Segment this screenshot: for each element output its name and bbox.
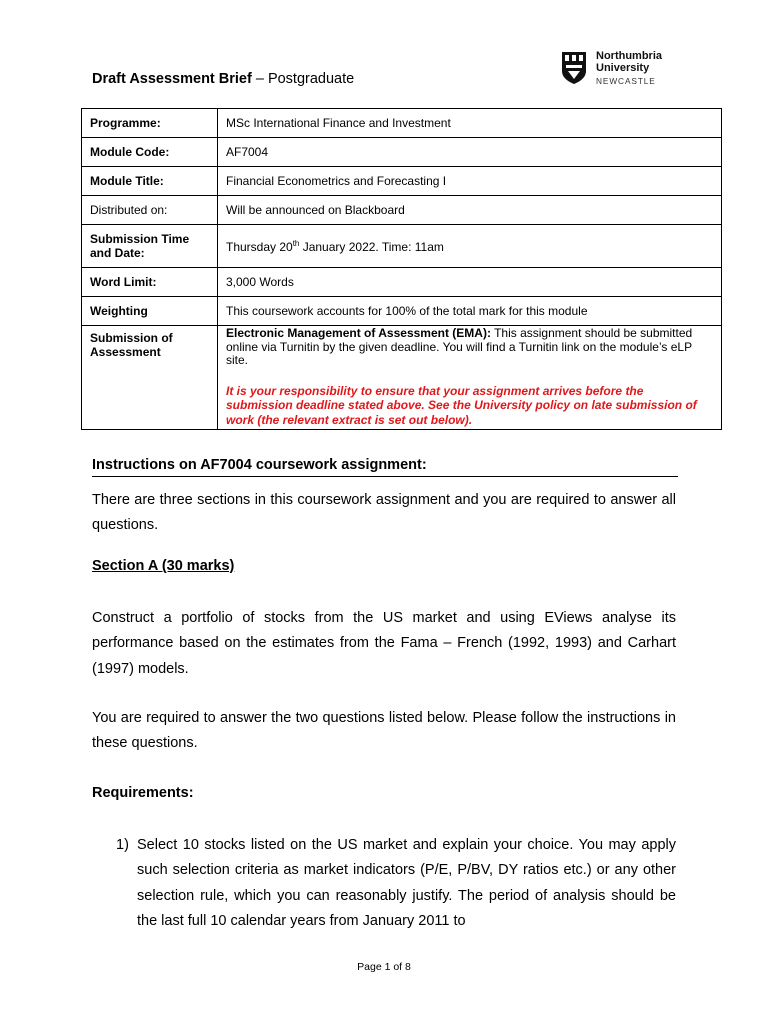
section-a-heading: Section A (30 marks): [92, 558, 235, 574]
module-code-value: AF7004: [218, 138, 722, 167]
table-row-weighting: [82, 297, 722, 326]
document-title: [92, 71, 354, 87]
list-item-number: 1): [116, 837, 129, 853]
table-row-module-title: [82, 167, 722, 196]
table-row-module-code: [82, 138, 722, 167]
module-title-value: Financial Econometrics and Forecasting I: [218, 167, 722, 196]
section-a-paragraph-1: Construct a portfolio of stocks from the US market and using EViews analyse its performance based on the estimates from the Fama – French (1992, 1993) and Carhart (1997) models.: [92, 610, 676, 677]
ema-heading: Electronic Management of Assessment (EMA):: [226, 326, 491, 340]
table-row-submission-time: [82, 225, 722, 268]
module-code-label: Module Code:: [82, 138, 218, 167]
university-crest-icon: [561, 51, 587, 85]
programme-value: MSc International Finance and Investment: [218, 109, 722, 138]
logo-line-3: NEWCASTLE: [596, 76, 656, 86]
table-row-distributed: [82, 196, 722, 225]
page-number: Page 1 of 8: [357, 961, 411, 973]
section-a-paragraph-2: You are required to answer the two questions listed below. Please follow the instructions in these questions.: [92, 710, 676, 752]
document-title-bold: Draft Assessment Brief: [92, 71, 252, 87]
table-row-programme: [82, 109, 722, 138]
submission-time-rest: January 2022. Time: 11am: [299, 239, 444, 254]
assessment-info-table: [81, 108, 722, 430]
list-item-1: Select 10 stocks listed on the US market and explain your choice. You may apply such selection criteria as market indicators (P/E, P/BV, DY ratios etc.) or any other selection rule, which you can reasonably justify. The period of analysis should be the last full 10 calendar years from January 2011 to: [137, 837, 676, 929]
word-limit-label: Word Limit:: [82, 268, 218, 297]
instructions-heading: Instructions on AF7004 coursework assignment:: [92, 457, 678, 477]
weighting-label: Weighting: [82, 297, 218, 326]
word-limit-value: 3,000 Words: [218, 268, 722, 297]
logo-line-2: University: [596, 61, 650, 74]
intro-paragraph: There are three sections in this coursework assignment and you are required to answer all questions.: [92, 492, 676, 534]
distributed-value: Will be announced on Blackboard: [218, 196, 722, 225]
submission-time-suffix: th: [292, 238, 300, 248]
document-title-level: – Postgraduate: [251, 71, 355, 87]
ema-body: This assignment should be submitted online via Turnitin by the given deadline. You will find a Turnitin link on the module’s eLP site.: [226, 326, 693, 367]
submission-time-label: Submission Time and Date:: [82, 225, 218, 268]
submission-of-assessment-value: [218, 326, 722, 430]
submission-time-value: [218, 225, 722, 268]
logo-wordmark: [596, 51, 662, 74]
table-row-submission-of-assessment: [82, 326, 722, 430]
submission-time-day: Thursday 20: [226, 239, 293, 254]
late-submission-warning: It is your responsibility to ensure that your assignment arrives before the submission deadline stated above. See the University policy on late submission of work (the relevant extract is set out below).: [226, 383, 697, 427]
distributed-label: Distributed on:: [82, 196, 218, 225]
submission-of-assessment-label: Submission of Assessment: [82, 326, 218, 430]
requirements-heading: Requirements:: [92, 785, 194, 801]
table-row-word-limit: [82, 268, 722, 297]
weighting-value: This coursework accounts for 100% of the total mark for this module: [218, 297, 722, 326]
module-title-label: Module Title:: [82, 167, 218, 196]
programme-label: Programme:: [82, 109, 218, 138]
logo-line-1: Northumbria: [596, 50, 662, 62]
ema-text: [226, 327, 713, 368]
university-logo: [561, 51, 681, 87]
